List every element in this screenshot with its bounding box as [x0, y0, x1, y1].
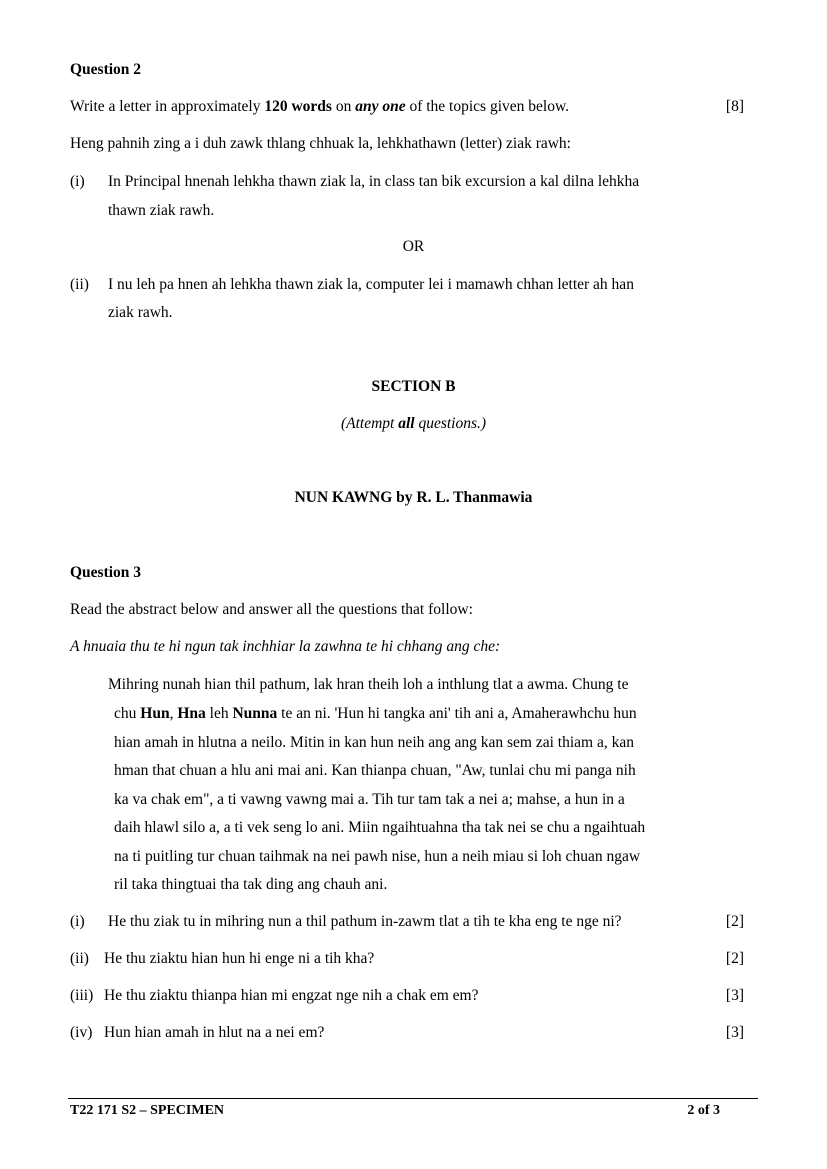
abstract-conjunction: leh: [205, 705, 233, 722]
footer-divider: [68, 1098, 758, 1099]
q3-sub-4-number: (iv): [70, 1024, 93, 1041]
q3-sub-2-marks: [2]: [725, 950, 744, 967]
q3-sub-1-number: (i): [70, 913, 85, 930]
abstract-line-1: Mihring nunah hian thil pathum, lak hran theih loh a inthlung tlat a awma. Chung te: [108, 676, 629, 693]
q2-option-1-line-1: In Principal hnenah lehkha thawn ziak la, in class tan bik excursion a kal dilna lehkha: [108, 173, 640, 190]
q2-marks: [8]: [725, 98, 744, 115]
abstract-line-6: daih hlawl silo a, a ti vek seng lo ani. Miin ngaihtuahna tha tak nei se chu a ngaihtuah: [114, 819, 646, 836]
section-b-title: SECTION B: [371, 378, 456, 395]
q3-sub-3-text: He thu ziaktu thianpa hian mi engzat nge nih a chak em em?: [104, 987, 479, 1004]
question-3-heading: Question 3: [70, 564, 142, 581]
attempt-note-all: all: [398, 415, 415, 432]
abstract-line-8: ril taka thingtuai tha tak ding ang chauh ani.: [114, 876, 388, 893]
q3-sub-3-number: (iii): [70, 987, 94, 1004]
q3-sub-1-marks: [2]: [725, 913, 744, 930]
footer-paper-code: T22 171 S2 – SPECIMEN: [70, 1103, 225, 1118]
q3-sub-2-number: (ii): [70, 950, 89, 967]
question-2-heading: Question 2: [70, 61, 142, 78]
or-separator: OR: [402, 238, 425, 255]
q3-sub-4-text: Hun hian amah in hlut na a nei em?: [104, 1024, 325, 1041]
q2-word-count: 120 words: [264, 98, 332, 115]
q3-instruction: Read the abstract below and answer all the questions that follow:: [70, 601, 473, 618]
q2-instruction-text-mid: on: [331, 98, 356, 115]
abstract-keyword-hna: Hna: [177, 705, 206, 722]
abstract-line-2: [114, 705, 637, 723]
abstract-line-4: hman that chuan a hlu ani mai ani. Kan thianpa chuan, "Aw, tunlai chu mi panga nih: [114, 762, 636, 779]
attempt-note-end: questions.): [414, 415, 487, 432]
q3-sub-3-marks: [3]: [725, 987, 744, 1004]
book-title: NUN KAWNG by R. L. Thanmawia: [294, 489, 533, 506]
q2-option-2-line-2: ziak rawh.: [108, 304, 173, 321]
abstract-keyword-hun: Hun: [140, 705, 170, 722]
q2-instruction-text: Write a letter in approximately: [70, 98, 265, 115]
section-b-attempt-note: [0, 415, 827, 433]
abstract-line-2-start: chu: [114, 705, 141, 722]
abstract-line-3: hian amah in hlutna a neilo. Mitin in kan hun neih ang ang kan sem zai thiam a, kan: [114, 734, 634, 751]
q2-mizo-instruction: Heng pahnih zing a i duh zawk thlang chhuak la, lehkhathawn (letter) ziak rawh:: [70, 135, 571, 152]
q2-instruction-text-end: of the topics given below.: [405, 98, 570, 115]
q2-option-2-number: (ii): [70, 276, 89, 293]
q3-mizo-instruction: A hnuaia thu te hi ngun tak inchhiar la zawhna te hi chhang ang che:: [70, 638, 501, 655]
q2-option-2-line-1: I nu leh pa hnen ah lehkha thawn ziak la, computer lei i mamawh chhan letter ah han: [108, 276, 634, 293]
abstract-line-2-end: te an ni. 'Hun hi tangka ani' tih ani a, Amaherawhchu hun: [277, 705, 637, 722]
q3-sub-2-text: He thu ziaktu hian hun hi enge ni a tih kha?: [104, 950, 375, 967]
abstract-keyword-nunna: Nunna: [232, 705, 278, 722]
q2-option-1-line-2: thawn ziak rawh.: [108, 202, 215, 219]
q2-instruction: [70, 98, 569, 116]
abstract-line-7: na ti puitling tur chuan taihmak na nei pawh nise, hun a neih miau si loh chuan ngaw: [114, 848, 641, 865]
abstract-line-5: ka va chak em", a ti vawng vawng mai a. Tih tur tam tak a nei a; mahse, a hun in a: [114, 791, 625, 808]
q2-any-one: any one: [355, 98, 406, 115]
q2-option-1-number: (i): [70, 173, 85, 190]
q3-sub-4-marks: [3]: [725, 1024, 744, 1041]
q3-sub-1-text: He thu ziak tu in mihring nun a thil pathum in-zawm tlat a tih te kha eng te nge ni?: [108, 913, 622, 930]
attempt-note-start: (Attempt: [340, 415, 399, 432]
footer-page-number: 2 of 3: [687, 1103, 720, 1118]
abstract-separator: ,: [169, 705, 178, 722]
